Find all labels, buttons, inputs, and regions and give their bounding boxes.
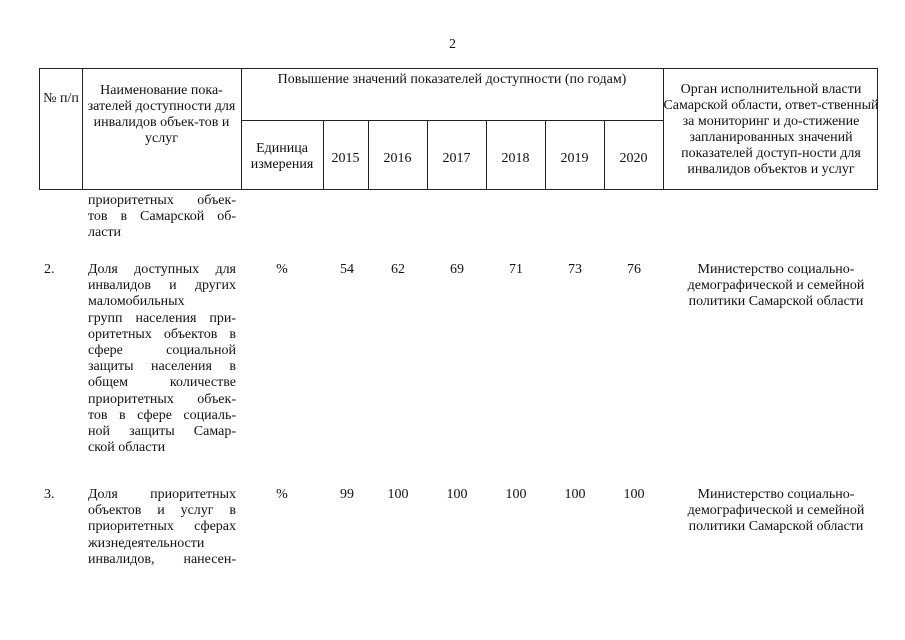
row-value-2016: 62 bbox=[391, 262, 405, 277]
row-value-2016: 100 bbox=[387, 487, 409, 502]
text-line: приоритетных объек- bbox=[88, 193, 236, 208]
page-number: 2 bbox=[449, 37, 456, 52]
header-year: 2020 bbox=[619, 151, 648, 166]
text-line: Доля приоритетных bbox=[88, 487, 236, 502]
text-line: ласти bbox=[88, 225, 122, 241]
text-line: тов в Самарской об- bbox=[88, 209, 236, 225]
row-unit: % bbox=[276, 487, 288, 502]
row-unit: % bbox=[276, 262, 288, 277]
row-number: 2. bbox=[44, 262, 55, 277]
header-col-name: Наименование пока-зателей доступности для инвалидов объек-тов и услуг bbox=[87, 83, 236, 146]
row-value-2020: 76 bbox=[627, 262, 641, 277]
text-line: инвалидов и других bbox=[88, 278, 236, 294]
row-value-2015: 54 bbox=[340, 262, 354, 277]
table-header bbox=[39, 68, 878, 190]
text-line: групп населения при- bbox=[88, 310, 236, 326]
header-col-group: Повышение значений показателей доступности (по годам) bbox=[277, 72, 627, 87]
text-line: маломобильных bbox=[88, 294, 185, 310]
row-indicator-name bbox=[88, 262, 236, 456]
header-col-organ: Орган исполнительной власти Самарской области, ответ-ственный за мониторинг и до-стижение запланированных значений показателей доступ-ности для инвалидов объектов и услуг bbox=[663, 81, 879, 177]
row-organ: Министерство социально-демографической и семейной политики Самарской области bbox=[687, 487, 865, 535]
header-year: 2016 bbox=[383, 151, 412, 166]
header-year: 2018 bbox=[501, 151, 530, 166]
header-col-num: № п/п bbox=[43, 91, 79, 106]
text-line: оритетных объектов в bbox=[88, 326, 236, 342]
text-line: приоритетных объек- bbox=[88, 391, 236, 407]
continuation-text bbox=[88, 193, 236, 242]
text-line: инвалидов, нанесен- bbox=[88, 551, 236, 567]
header-year: 2015 bbox=[331, 151, 360, 166]
row-indicator-name bbox=[88, 487, 236, 568]
text-line: ской области bbox=[88, 440, 166, 456]
row-value-2018: 100 bbox=[505, 487, 527, 502]
row-value-2019: 100 bbox=[564, 487, 586, 502]
row-number: 3. bbox=[44, 487, 55, 502]
text-line: приоритетных сферах bbox=[88, 519, 236, 535]
row-value-2020: 100 bbox=[623, 487, 645, 502]
row-organ: Министерство социально-демографической и семейной политики Самарской области bbox=[687, 262, 865, 310]
text-line: сфере социальной bbox=[88, 343, 236, 359]
row-value-2017: 100 bbox=[446, 487, 468, 502]
text-line: ной защиты Самар- bbox=[88, 424, 236, 440]
row-value-2019: 73 bbox=[568, 262, 582, 277]
text-line: общем количестве bbox=[88, 375, 236, 391]
header-col-unit: Единица измерения bbox=[250, 141, 314, 172]
text-line: объектов и услуг в bbox=[88, 503, 236, 519]
row-value-2017: 69 bbox=[450, 262, 464, 277]
text-line: жизнедеятельности bbox=[88, 535, 205, 551]
text-line: Доля доступных для bbox=[88, 262, 236, 277]
header-subdivider bbox=[241, 120, 663, 121]
text-line: защиты населения в bbox=[88, 359, 236, 375]
header-year: 2019 bbox=[560, 151, 589, 166]
row-value-2015: 99 bbox=[340, 487, 354, 502]
row-value-2018: 71 bbox=[509, 262, 523, 277]
header-year: 2017 bbox=[442, 151, 471, 166]
text-line: тов в сфере социаль- bbox=[88, 407, 236, 423]
